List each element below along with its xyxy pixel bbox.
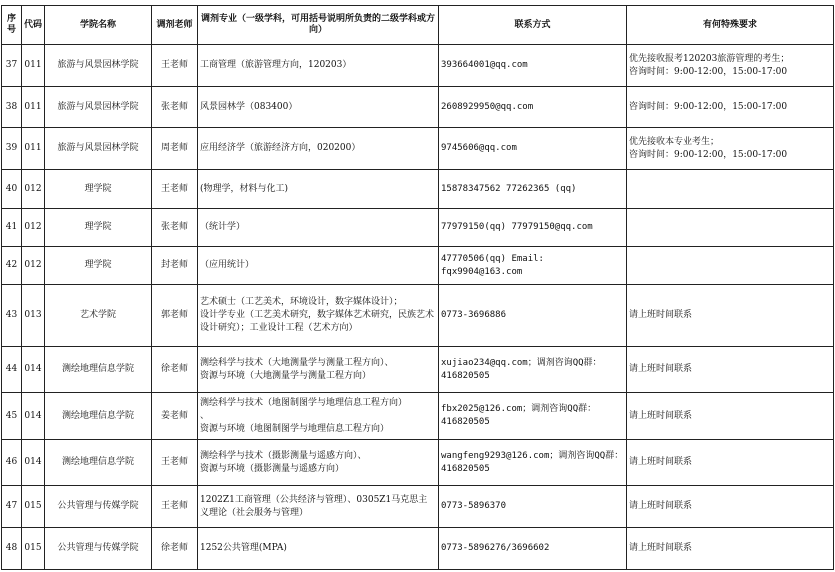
cell-code: 013 <box>22 285 45 347</box>
table-row <box>2 170 834 209</box>
cell-requirements <box>627 247 834 285</box>
cell-teacher: 王老师 <box>152 486 198 528</box>
cell-seq: 39 <box>2 128 22 170</box>
cell-seq: 41 <box>2 209 22 247</box>
cell-code: 015 <box>22 486 45 528</box>
cell-code: 014 <box>22 440 45 486</box>
cell-seq: 45 <box>2 393 22 440</box>
cell-code: 012 <box>22 247 45 285</box>
cell-seq: 46 <box>2 440 22 486</box>
cell-seq: 37 <box>2 45 22 87</box>
header-teacher: 调剂老师 <box>152 6 198 45</box>
cell-code: 011 <box>22 87 45 128</box>
cell-teacher: 徐老师 <box>152 347 198 393</box>
table-row <box>2 209 834 247</box>
table-row <box>2 393 834 440</box>
cell-contact: xujiao234@qq.com；调剂咨询QQ群： 416820505 <box>439 347 627 393</box>
cell-teacher: 封老师 <box>152 247 198 285</box>
cell-requirements: 请上班时间联系 <box>627 393 834 440</box>
cell-seq: 40 <box>2 170 22 209</box>
cell-requirements: 请上班时间联系 <box>627 440 834 486</box>
cell-seq: 48 <box>2 528 22 570</box>
table-row <box>2 440 834 486</box>
header-requirements: 有何特殊要求 <box>627 6 834 45</box>
cell-college: 旅游与风景园林学院 <box>45 45 152 87</box>
cell-code: 014 <box>22 393 45 440</box>
cell-teacher: 姜老师 <box>152 393 198 440</box>
cell-code: 011 <box>22 128 45 170</box>
cell-seq: 42 <box>2 247 22 285</box>
cell-teacher: 周老师 <box>152 128 198 170</box>
cell-contact: 47770506(qq) Email: fqx9904@163.com <box>439 247 627 285</box>
cell-requirements: 请上班时间联系 <box>627 347 834 393</box>
cell-requirements: 优先接收报考120203旅游管理的考生； 咨询时间：9:00-12:00，15:00-17:00 <box>627 45 834 87</box>
cell-college: 测绘地理信息学院 <box>45 347 152 393</box>
cell-major: 1202Z1工商管理（公共经济与管理）、0305Z1马克思主义理论（社会服务与管理） <box>198 486 439 528</box>
cell-requirements: 请上班时间联系 <box>627 486 834 528</box>
table-row <box>2 486 834 528</box>
cell-college: 测绘地理信息学院 <box>45 440 152 486</box>
cell-requirements: 请上班时间联系 <box>627 285 834 347</box>
cell-major: 测绘科学与技术（大地测量学与测量工程方向）、 资源与环境（大地测量学与测量工程方向） <box>198 347 439 393</box>
cell-contact: 9745606@qq.com <box>439 128 627 170</box>
header-code: 代码 <box>22 6 45 45</box>
header-row <box>2 6 834 45</box>
cell-teacher: 王老师 <box>152 440 198 486</box>
cell-requirements <box>627 170 834 209</box>
cell-contact: 77979150(qq) 77979150@qq.com <box>439 209 627 247</box>
cell-code: 015 <box>22 528 45 570</box>
cell-requirements: 请上班时间联系 <box>627 528 834 570</box>
cell-major: （统计学） <box>198 209 439 247</box>
cell-major: （应用统计） <box>198 247 439 285</box>
header-college: 学院名称 <box>45 6 152 45</box>
cell-requirements: 咨询时间：9:00-12:00，15:00-17:00 <box>627 87 834 128</box>
table-row <box>2 285 834 347</box>
cell-college: 理学院 <box>45 170 152 209</box>
cell-major: 测绘科学与技术（地图制图学与地理信息工程方向） 、 资源与环境（地图制图学与地理信息工程方向） <box>198 393 439 440</box>
cell-college: 艺术学院 <box>45 285 152 347</box>
cell-seq: 38 <box>2 87 22 128</box>
cell-college: 公共管理与传媒学院 <box>45 486 152 528</box>
cell-code: 014 <box>22 347 45 393</box>
cell-contact: 2608929950@qq.com <box>439 87 627 128</box>
cell-college: 旅游与风景园林学院 <box>45 128 152 170</box>
cell-requirements <box>627 209 834 247</box>
adjustment-table <box>1 5 834 570</box>
cell-teacher: 王老师 <box>152 45 198 87</box>
header-major: 调剂专业（一级学科，可用括号说明所负责的二级学科或方向） <box>198 6 439 45</box>
cell-seq: 47 <box>2 486 22 528</box>
cell-major: 应用经济学（旅游经济方向，020200） <box>198 128 439 170</box>
cell-major: 艺术硕士（工艺美术，环境设计，数字媒体设计）； 设计学专业（工艺美术研究，数字媒体艺术研究，民族艺术设计研究）；工业设计工程（艺术方向） <box>198 285 439 347</box>
table-row <box>2 87 834 128</box>
table-row <box>2 528 834 570</box>
cell-seq: 43 <box>2 285 22 347</box>
cell-contact: 15878347562 77262365 (qq) <box>439 170 627 209</box>
table-row <box>2 45 834 87</box>
cell-teacher: 王老师 <box>152 170 198 209</box>
cell-seq: 44 <box>2 347 22 393</box>
header-seq: 序号 <box>2 6 22 45</box>
cell-code: 012 <box>22 170 45 209</box>
cell-code: 012 <box>22 209 45 247</box>
cell-college: 旅游与风景园林学院 <box>45 87 152 128</box>
cell-contact: wangfeng9293@126.com；调剂咨询QQ群： 416820505 <box>439 440 627 486</box>
cell-teacher: 徐老师 <box>152 528 198 570</box>
cell-code: 011 <box>22 45 45 87</box>
cell-contact: 0773-5896370 <box>439 486 627 528</box>
cell-major: 测绘科学与技术（摄影测量与遥感方向）、 资源与环境（摄影测量与遥感方向） <box>198 440 439 486</box>
cell-contact: 0773-3696886 <box>439 285 627 347</box>
cell-contact: fbx2025@126.com；调剂咨询QQ群： 416820505 <box>439 393 627 440</box>
cell-college: 理学院 <box>45 247 152 285</box>
cell-college: 公共管理与传媒学院 <box>45 528 152 570</box>
cell-major: (物理学，材料与化工) <box>198 170 439 209</box>
cell-teacher: 张老师 <box>152 87 198 128</box>
cell-college: 理学院 <box>45 209 152 247</box>
cell-requirements: 优先接收本专业考生； 咨询时间：9:00-12:00，15:00-17:00 <box>627 128 834 170</box>
cell-college: 测绘地理信息学院 <box>45 393 152 440</box>
cell-teacher: 郭老师 <box>152 285 198 347</box>
header-contact: 联系方式 <box>439 6 627 45</box>
cell-major: 风景园林学（083400） <box>198 87 439 128</box>
cell-contact: 0773-5896276/3696602 <box>439 528 627 570</box>
table-row <box>2 128 834 170</box>
cell-contact: 393664001@qq.com <box>439 45 627 87</box>
cell-teacher: 张老师 <box>152 209 198 247</box>
cell-major: 工商管理（旅游管理方向，120203） <box>198 45 439 87</box>
cell-major: 1252公共管理(MPA) <box>198 528 439 570</box>
table-row <box>2 347 834 393</box>
table-row <box>2 247 834 285</box>
